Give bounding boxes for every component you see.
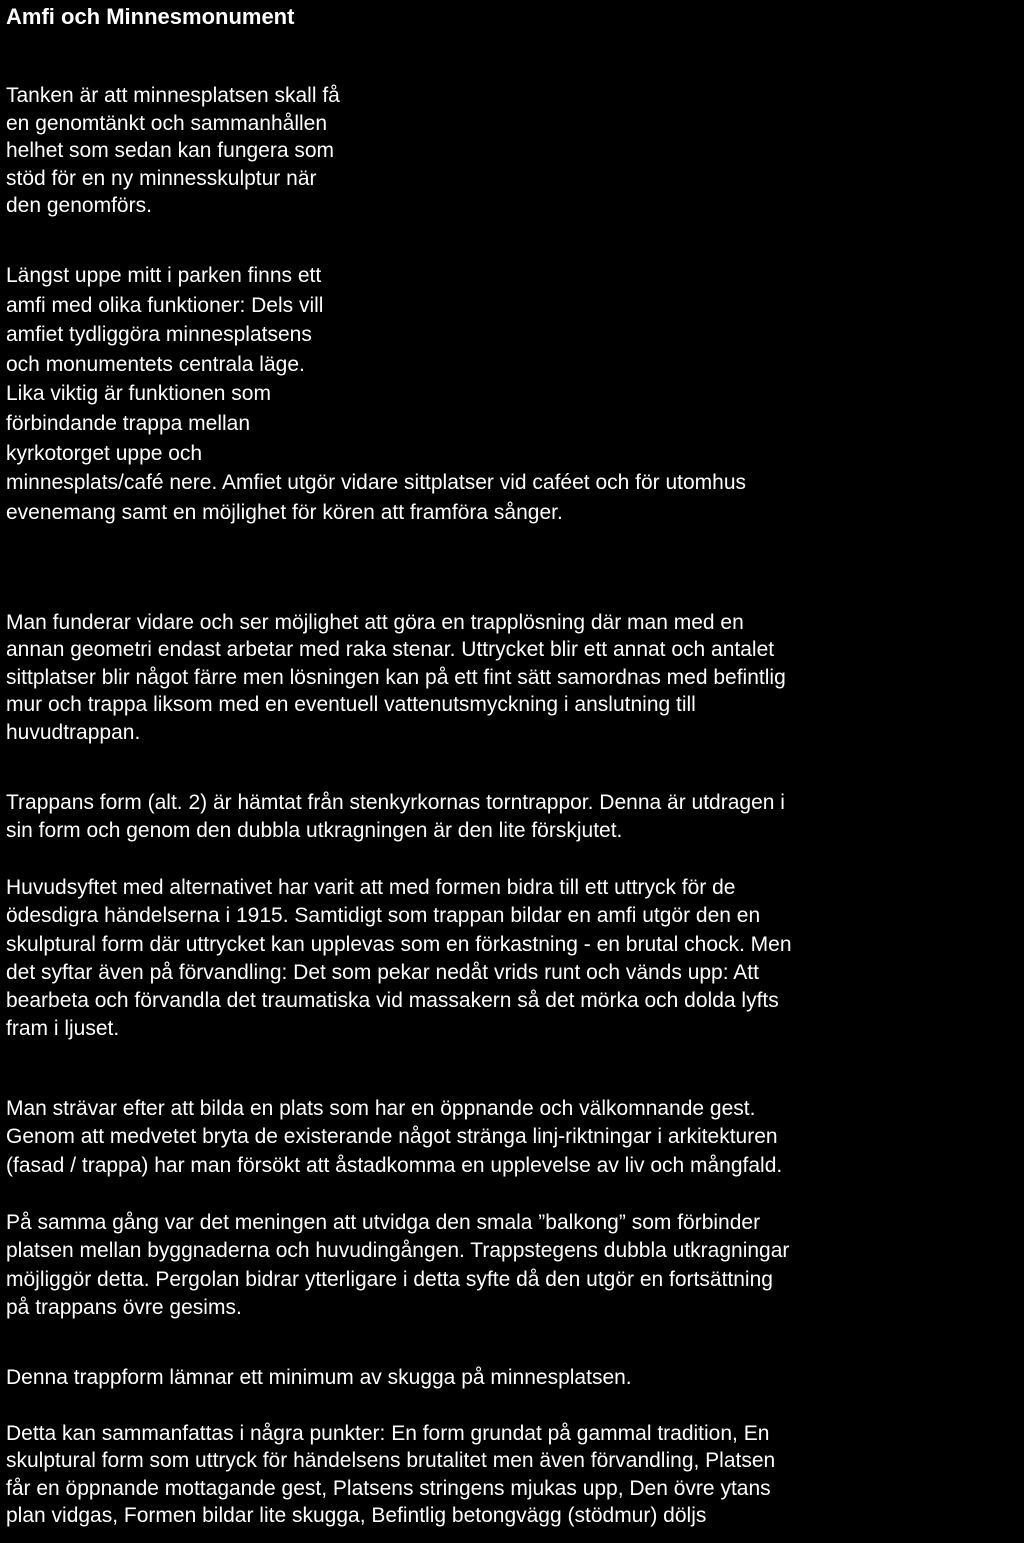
- paragraph-stair-solution: [6, 609, 786, 746]
- text-line: platsen mellan byggnaderna och huvudingången. Trappstegens dubbla utkragningar: [6, 1239, 790, 1263]
- text-line: möjliggör detta. Pergolan bidrar ytterligare i detta syfte då den utgör en fortsättning: [6, 1267, 773, 1291]
- text-line: Man strävar efter att bilda en plats som har en öppnande och välkomnande gest.: [6, 1097, 756, 1120]
- text-line: Genom att medvetet bryta de existerande något stränga linj-riktningar i arkitekturen: [6, 1125, 778, 1149]
- text-line: ödesdigra händelserna i 1915. Samtidigt som trappan bildar en amfi utgör den en: [6, 904, 761, 928]
- text-line: På samma gång var det meningen att utvidga den smala ”balkong” som förbinder: [6, 1211, 761, 1234]
- text-line: plan vidgas, Formen bildar lite skugga, Befintlig betongvägg (stödmur) döljs: [6, 1503, 707, 1527]
- text-line: en genomtänkt och sammanhållen: [6, 111, 328, 135]
- paragraph-balcony: [6, 1209, 789, 1322]
- text-line: det syftar även på förvandling: Det som pekar nedåt vrids runt och vänds upp: Att: [6, 960, 759, 984]
- text-line: fram i ljuset.: [6, 1017, 120, 1041]
- text-line: amfi med olika funktioner: Dels vill: [6, 293, 324, 317]
- text-line: sin form och genom den dubbla utkragningen är den lite förskjutet.: [6, 818, 623, 842]
- text-line: Man funderar vidare och ser möjlighet att göra en trapplösning där man med en: [6, 611, 744, 634]
- text-line: Tanken är att minnesplatsen skall få: [6, 84, 340, 107]
- text-line: förbindande trappa mellan: [6, 411, 251, 435]
- text-line: den genomförs.: [6, 194, 152, 218]
- text-line: mur och trappa liksom med en eventuell vattenutsmyckning i anslutning till: [6, 693, 696, 717]
- text-line: sittplatser blir något färre men lösningen kan på ett fint sätt samordnas med befintlig: [6, 665, 786, 689]
- paragraph-stair-form: [6, 789, 785, 844]
- paragraph-summary: [6, 1420, 775, 1529]
- text-line: stöd för en ny minnesskulptur när: [6, 166, 317, 190]
- text-line: Detta kan sammanfattas i några punkter: En form grundat på gammal tradition, En: [6, 1422, 770, 1445]
- text-line: Denna trappform lämnar ett minimum av skugga på minnesplatsen.: [6, 1366, 632, 1389]
- paragraph-intro: [6, 82, 340, 220]
- text-line: annan geometri endast arbetar med raka stenar. Uttrycket blir ett annat och antalet: [6, 638, 775, 662]
- text-line: får en öppnande mottagande gest, Platsens stringens mjukas upp, Den övre ytans: [6, 1476, 771, 1500]
- paragraph-amfi-functions: [6, 261, 746, 527]
- text-line: huvudtrappan.: [6, 720, 141, 744]
- text-line: helhet som sedan kan fungera som: [6, 139, 335, 163]
- text-line: bearbeta och förvandla det traumatiska vid massakern så det mörka och dolda lyfts: [6, 989, 779, 1013]
- paragraph-shadow: [6, 1364, 632, 1392]
- paragraph-welcoming-gesture: [6, 1095, 782, 1180]
- text-line: kyrkotorget uppe och: [6, 441, 203, 465]
- document-title: Amfi och Minnesmonument: [6, 4, 295, 29]
- text-line: Längst uppe mitt i parken finns ett: [6, 264, 322, 287]
- text-line: skulptural form som uttryck för händelsens brutalitet men även förvandling, Platsen: [6, 1449, 776, 1473]
- text-line: amfiet tydliggöra minnesplatsens: [6, 323, 312, 347]
- paragraph-main-purpose: [6, 874, 792, 1044]
- text-line: Trappans form (alt. 2) är hämtat från stenkyrkornas torntrappor. Denna är utdragen i: [6, 791, 785, 814]
- text-line: på trappans övre gesims.: [6, 1295, 242, 1319]
- text-line: Lika viktig är funktionen som: [6, 382, 271, 406]
- text-line: minnesplats/café nere. Amfiet utgör vidare sittplatser vid caféet och för utomhus: [6, 471, 747, 495]
- text-line: evenemang samt en möjlighet för kören att framföra sånger.: [6, 500, 563, 524]
- text-line: Huvudsyftet med alternativet har varit att med formen bidra till ett uttryck för de: [6, 876, 736, 899]
- text-line: och monumentets centrala läge.: [6, 352, 305, 376]
- text-line: skulptural form där uttrycket kan upplevas som en förkastning - en brutal chock. Men: [6, 932, 792, 956]
- text-line: (fasad / trappa) har man försökt att åstadkomma en upplevelse av liv och mångfald.: [6, 1153, 783, 1177]
